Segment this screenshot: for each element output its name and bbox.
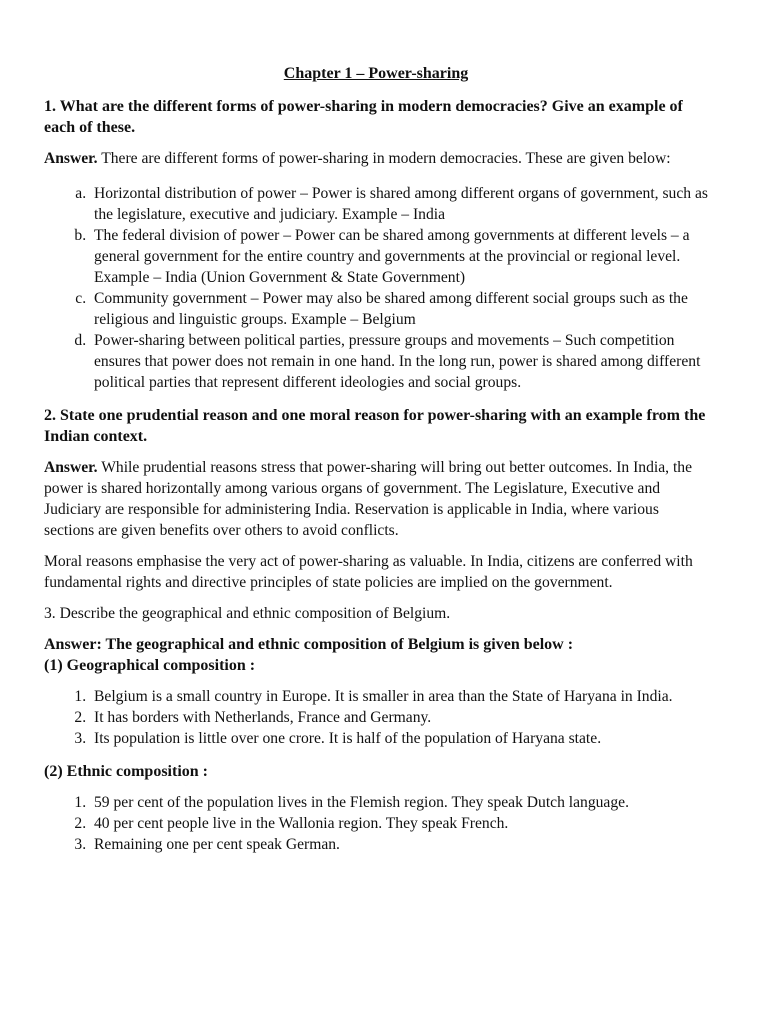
- list-item: 3. Remaining one per cent speak German.: [90, 834, 708, 855]
- list-item: 3. Its population is little over one crore. It is half of the population of Haryana state.: [90, 728, 708, 749]
- geographical-heading: (1) Geographical composition :: [44, 657, 256, 674]
- power-sharing-forms-list: [44, 183, 708, 393]
- answer-1-intro: [44, 148, 708, 169]
- answer-3-heading: Answer: The geographical and ethnic composition of Belgium is given below :: [44, 636, 574, 653]
- list-item: b. The federal division of power – Power can be shared among governments at different levels – a general government for the entire country and governments at the provincial or regional level. Example – India (Union Government & State Government): [90, 225, 708, 288]
- question-2: 2. State one prudential reason and one moral reason for power-sharing with an example from the Indian context.: [44, 407, 706, 445]
- list-item: c. Community government – Power may also be shared among different social groups such as the religious and linguistic groups. Example – Belgium: [90, 288, 708, 330]
- list-item: a. Horizontal distribution of power – Power is shared among different organs of government, such as the legislature, executive and judiciary. Example – India: [90, 183, 708, 225]
- list-item: 2. 40 per cent people live in the Wallonia region. They speak French.: [90, 813, 708, 834]
- ethnic-heading: (2) Ethnic composition :: [44, 763, 208, 780]
- answer-label: Answer.: [44, 459, 98, 476]
- answer-text: While prudential reasons stress that power-sharing will bring out better outcomes. In India, the power is shared horizontally among various organs of government. The Legislature, Executive and Judiciary are responsible for administering India. Reservation is applicable in India, where various sections are given benefits over others to avoid conflicts.: [44, 459, 692, 539]
- question-1: 1. What are the different forms of power-sharing in modern democracies? Give an example of each of these.: [44, 98, 683, 136]
- question-3: 3. Describe the geographical and ethnic composition of Belgium.: [44, 605, 451, 622]
- list-item: d. Power-sharing between political parties, pressure groups and movements – Such competition ensures that power does not remain in one hand. In the long run, power is shared among different political parties that represent different ideologies and social groups.: [90, 330, 708, 393]
- list-item: 1. Belgium is a small country in Europe. It is smaller in area than the State of Haryana in India.: [90, 686, 708, 707]
- geographical-list: [44, 686, 708, 749]
- list-item: 1. 59 per cent of the population lives in the Flemish region. They speak Dutch language.: [90, 792, 708, 813]
- ethnic-list: [44, 792, 708, 855]
- list-item: 2. It has borders with Netherlands, France and Germany.: [90, 707, 708, 728]
- answer-2-moral: Moral reasons emphasise the very act of power-sharing as valuable. In India, citizens are conferred with fundamental rights and directive principles of state policies are implied on the government.: [44, 553, 693, 591]
- chapter-title: Chapter 1 – Power-sharing: [283, 65, 469, 82]
- answer-text: There are different forms of power-sharing in modern democracies. These are given below:: [97, 150, 671, 167]
- answer-label: Answer.: [44, 150, 98, 167]
- answer-2-prudential: [44, 457, 708, 541]
